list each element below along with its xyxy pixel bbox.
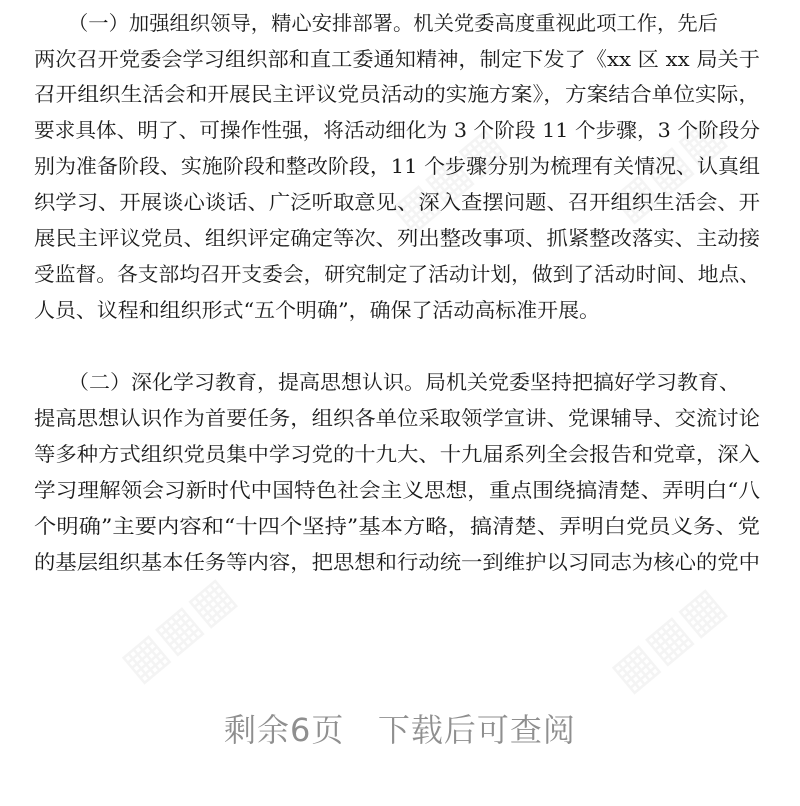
watermark-logo: ▦▦▦ [600,576,735,702]
paragraph-line [0,400,800,436]
paragraph-line [0,364,800,400]
paragraph-line [0,5,800,41]
line-text: （二）深化学习教育，提高思想认识。局机关党委坚持把搞好学习教育、 [68,370,740,394]
line-text: （一）加强组织领导，精心安排部署。机关党委高度重视此项工作，先后 [68,11,718,35]
line-text: 等多种方式组织党员集中学习党的十九大、十九届系列全会报告和党章，深入 [34,442,760,466]
paragraph-line [0,148,800,184]
paragraph-line [0,76,800,112]
line-text: 要求具体、明了、可操作性强，将活动细化为 3 个阶段 11 个步骤，3 个阶段分 [34,118,760,142]
line-text: 织学习、开展谈心谈话、广泛听取意见、深入查摆问题、召开组织生活会、开 [34,190,760,214]
line-text: 展民主评议党员、组织评定确定等次、列出整改事项、抓紧整改落实、主动接 [34,226,760,250]
line-text: 召开组织生活会和开展民主评议党员活动的实施方案》，方案结合单位实际， [34,82,760,106]
paragraph-line [0,112,800,148]
paragraph-line [0,544,800,580]
line-text: 的基层组织基本任务等内容，把思想和行动统一到维护以习同志为核心的党中 [34,550,760,574]
line-text: 人员、议程和组织形式“五个明确”，确保了活动高标准开展。 [34,298,600,322]
paragraph-line [0,436,800,472]
watermark-logo: ▦▦▦ [110,566,245,692]
paragraph-line [0,41,800,77]
paragraph-line [0,184,800,220]
line-text: 受监督。各支部均召开支委会，研究制定了活动计划，做到了活动时间、地点、 [34,262,760,286]
line-text: 两次召开党委会学习组织部和直工委通知精神，制定下发了《xx 区 xx 局关于 [34,47,760,71]
paragraph-line [0,292,800,328]
watermark-logo: ▦▦▦ [380,116,515,242]
line-text: 提高思想认识作为首要任务，组织各单位采取领学宣讲、党课辅导、交流讨论 [34,406,760,430]
remaining-pages-notice: 剩余6页 下载后可查阅 [224,711,576,749]
paragraph-line [0,508,800,544]
paragraph-line [0,256,800,292]
line-text: 别为准备阶段、实施阶段和整改阶段，11 个步骤分别为梳理有关情况、认真组 [34,154,760,178]
watermark-logo: ▦▦▦ [600,106,735,232]
paragraph-line [0,220,800,256]
line-text: 学习理解领会习新时代中国特色社会主义思想，重点围绕搞清楚、弄明白“八 [34,478,760,502]
line-text: 个明确”主要内容和“十四个坚持”基本方略，搞清楚、弄明白党员义务、党 [34,514,760,538]
paragraph-line [0,472,800,508]
